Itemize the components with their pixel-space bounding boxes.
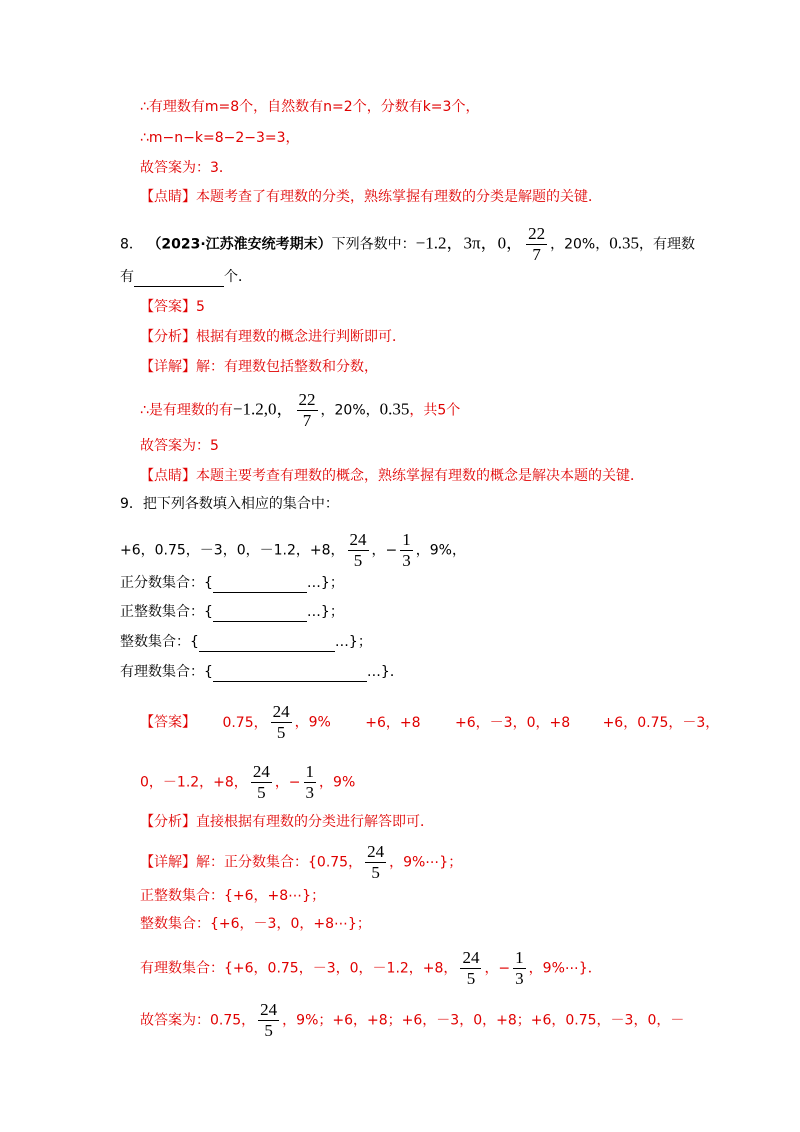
fraction <box>400 530 413 571</box>
text: …}． <box>366 664 404 680</box>
text: ∴m−n−k=8−2−3=3， <box>140 130 300 146</box>
text: …}； <box>306 604 344 620</box>
text: ，− <box>274 774 301 791</box>
number-list: ，20%， <box>550 236 610 253</box>
fraction-numerator: 24 <box>260 1000 278 1019</box>
set-label: 正分数集合：{ <box>120 575 213 591</box>
question-8 <box>120 224 695 265</box>
text: 个． <box>224 269 252 285</box>
fraction-denominator: 5 <box>466 969 476 988</box>
text: 【点睛】本题考查了有理数的分类，熟练掌握有理数的分类是解题的关键． <box>140 189 602 205</box>
detail-9-line-2 <box>140 886 325 906</box>
text: ∴有理数有m=8个，自然数有n=2个，分数有k=3个， <box>140 99 480 115</box>
answer-8 <box>140 297 205 317</box>
text: 有 <box>120 269 134 285</box>
fraction-denominator: 5 <box>276 723 286 742</box>
repeating-decimal: 0.35 <box>609 233 639 253</box>
text: 【分析】直接根据有理数的分类进行解答即可． <box>140 814 434 830</box>
text: 【分析】根据有理数的概念进行判断即可． <box>140 329 406 345</box>
question-source: （2023·江苏淮安统考期末） <box>147 236 332 253</box>
analysis-9 <box>140 812 434 832</box>
set-label: 有理数集合：{ <box>120 664 213 680</box>
answer-label: 【答案】 <box>140 714 196 731</box>
fraction-denominator: 7 <box>302 411 312 430</box>
fraction-denominator: 7 <box>532 245 541 264</box>
set-integers <box>120 632 372 652</box>
question-text: 下列各数中： <box>331 236 416 253</box>
comment-line-7 <box>140 187 602 207</box>
analysis-8 <box>140 327 406 347</box>
text: ，9%；+6，+8；+6，－3，0，+8；+6，0.75，－3，0，－ <box>282 1012 685 1029</box>
text: ，9% <box>319 774 356 791</box>
text: ，9%⋯}； <box>389 854 463 871</box>
fraction-denominator: 3 <box>515 969 524 988</box>
fraction-denominator: 5 <box>264 1021 273 1040</box>
comment-8 <box>140 466 644 486</box>
text: 0，－1.2，+8， <box>140 774 248 791</box>
fraction-numerator: 1 <box>402 530 411 549</box>
text: ，20%， <box>320 402 380 419</box>
detail-9-line-4 <box>140 948 602 989</box>
fraction <box>251 762 272 803</box>
answer-9 <box>140 702 719 743</box>
question-number: 8． <box>120 236 143 253</box>
solution-line-3 <box>140 158 233 178</box>
text: 正整数集合：{+6，+8⋯}； <box>140 888 326 904</box>
fraction-numerator: 1 <box>305 762 315 781</box>
text: ，− <box>371 542 398 559</box>
answer-9-line-2 <box>140 762 355 803</box>
final-answer-8 <box>140 436 219 456</box>
text: 【详解】解：正分数集合：{0.75， <box>140 854 363 871</box>
fraction-numerator: 22 <box>528 224 546 243</box>
fraction-denominator: 5 <box>371 863 380 882</box>
question-text: ，有理数 <box>638 236 695 253</box>
fraction <box>526 224 547 265</box>
fraction-denominator: 3 <box>305 783 315 802</box>
text: 整数集合：{+6，－3，0，+8⋯}； <box>140 916 371 932</box>
fraction <box>365 842 386 883</box>
solution-line-1 <box>140 97 479 117</box>
text: ，共5个 <box>409 402 461 419</box>
final-answer-9 <box>140 1000 684 1041</box>
text: +6，+8 <box>365 714 421 731</box>
fraction-numerator: 24 <box>367 842 385 861</box>
fraction <box>304 762 317 803</box>
text: 【答案】5 <box>140 299 205 315</box>
answer-blank[interactable] <box>199 635 335 652</box>
number-list: −1.2，3π，0， <box>415 233 524 253</box>
fraction-numerator: 24 <box>252 762 270 781</box>
question-9 <box>120 494 339 514</box>
detail-8 <box>140 357 378 377</box>
fraction-denominator: 5 <box>353 551 363 570</box>
text: 有理数集合：{+6，0.75，－3，0，－1.2，+8， <box>140 960 458 977</box>
fraction-numerator: 1 <box>515 948 524 967</box>
question-text: 9．把下列各数填入相应的集合中： <box>120 496 339 512</box>
fraction <box>297 390 318 431</box>
text: +6，－3，0，+8 <box>455 714 571 731</box>
fraction-numerator: 24 <box>272 702 290 721</box>
text: +6，0.75，－3， <box>602 714 720 731</box>
repeating-decimal: 0.35 <box>379 399 410 419</box>
question-9-numbers <box>120 530 466 571</box>
set-positive-integers <box>120 602 344 622</box>
answer-blank[interactable] <box>213 665 367 682</box>
set-label: 正整数集合：{ <box>120 604 213 620</box>
set-positive-fractions <box>120 573 344 593</box>
fraction <box>271 702 292 743</box>
detail-8-line-2 <box>140 390 460 431</box>
text: 故答案为：5 <box>140 438 219 454</box>
text: ，9% <box>294 714 331 731</box>
text: ，9%⋯}． <box>528 960 602 977</box>
number-list: ，9%， <box>415 542 466 559</box>
text: 故答案为：0.75， <box>140 1012 256 1029</box>
set-rationals <box>120 662 404 682</box>
number-list: +6，0.75，－3，0，－1.2，+8， <box>120 542 345 559</box>
text: 【详解】解：有理数包括整数和分数， <box>140 359 378 375</box>
answer-blank[interactable] <box>134 270 224 287</box>
text: …}； <box>334 634 372 650</box>
text: 故答案为：3． <box>140 160 233 176</box>
set-label: 整数集合：{ <box>120 634 199 650</box>
answer-blank[interactable] <box>213 605 307 622</box>
detail-9 <box>140 842 462 883</box>
fraction-numerator: 24 <box>349 530 367 549</box>
question-8-line-2 <box>120 267 252 287</box>
fraction <box>258 1000 279 1041</box>
text: …}； <box>306 575 344 591</box>
solution-line-2 <box>140 128 300 148</box>
text: ，− <box>484 960 511 977</box>
fraction-numerator: 22 <box>298 390 316 409</box>
fraction <box>348 530 369 571</box>
detail-9-line-3 <box>140 914 371 934</box>
fraction <box>460 948 481 989</box>
text: 0.75， <box>222 714 268 731</box>
fraction-numerator: 24 <box>462 948 480 967</box>
fraction-denominator: 5 <box>257 783 266 802</box>
text: ∴是有理数的有 <box>140 402 233 419</box>
answer-blank[interactable] <box>213 576 307 593</box>
text: 【点睛】本题主要考查有理数的概念，熟练掌握有理数的概念是解决本题的关键． <box>140 468 644 484</box>
fraction <box>513 948 526 989</box>
fraction-denominator: 3 <box>402 551 411 570</box>
number-list: −1.2,0， <box>232 399 294 419</box>
